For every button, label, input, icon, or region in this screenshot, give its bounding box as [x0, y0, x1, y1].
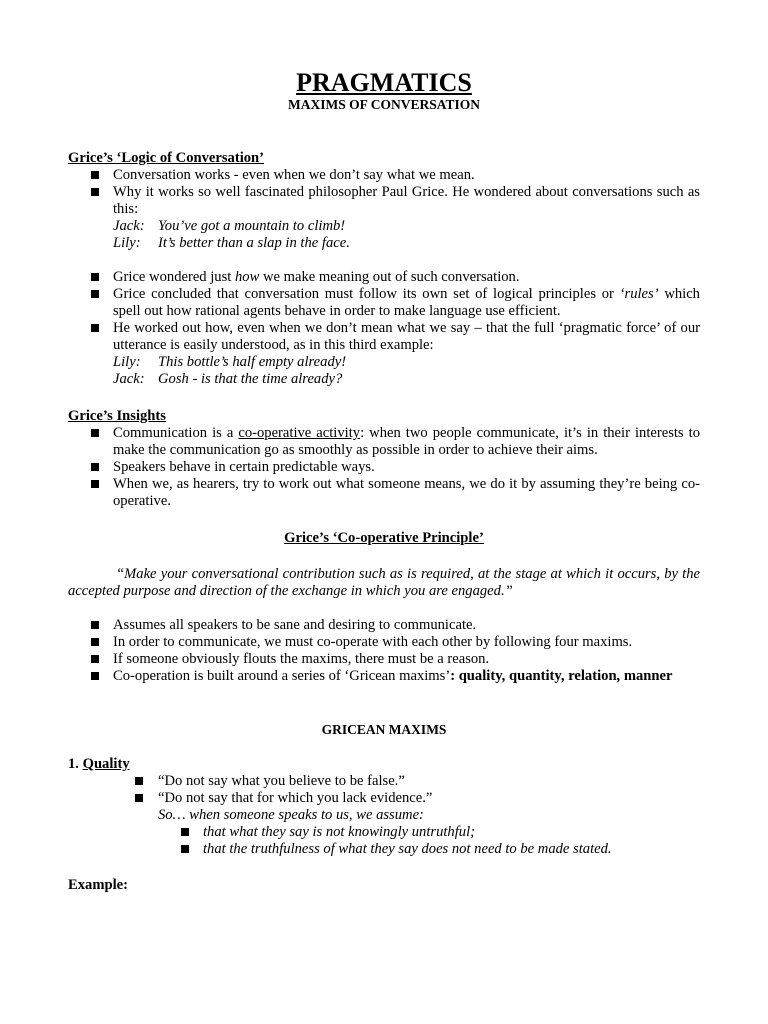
principle-heading: Grice’s ‘Co-operative Principle’	[284, 530, 484, 546]
bullet-list	[68, 425, 700, 510]
list-item: If someone obviously flouts the maxims, there must be a reason.	[68, 651, 700, 668]
text-run: which spell out how rational agents behave in order to make language use efficient.	[113, 286, 700, 319]
underlined-term: co-operative activity	[238, 425, 361, 441]
quality-heading	[68, 756, 700, 773]
dialogue-text: It’s better than a slap in the face.	[158, 235, 350, 251]
page-subtitle: MAXIMS OF CONVERSATION	[287, 97, 480, 112]
dialogue-text: Gosh - is that the time already?	[158, 371, 343, 387]
dialogue-line	[68, 235, 700, 252]
section-heading: Grice’s ‘Logic of Conversation’	[68, 150, 265, 166]
speaker-label: Lily:	[113, 235, 141, 251]
dialogue-line	[68, 371, 700, 388]
list-item	[68, 668, 700, 685]
list-item: “Do not say what you believe to be false.”	[68, 773, 700, 790]
text-run: we make meaning out of such conversation.	[259, 269, 520, 285]
dialogue-text: This bottle’s half empty already!	[158, 354, 347, 370]
bullet-list	[68, 773, 700, 807]
speaker-label: Lily:	[113, 354, 141, 370]
section-quality	[68, 756, 700, 858]
list-item: Why it works so well fascinated philosopher Paul Grice. He wondered about conversations such as this:	[68, 184, 700, 218]
text-run: Communication is a	[113, 425, 239, 441]
principle-quote: “Make your conversational contribution such as is required, at the stage at which it occurs, by the accepted purpose and direction of the exchange in which you are engaged.”	[68, 566, 700, 599]
dialogue-text: You’ve got a mountain to climb!	[158, 218, 346, 234]
text-run: Grice wondered just	[113, 269, 235, 285]
list-item	[68, 286, 700, 320]
section-principle	[68, 617, 700, 685]
speaker-label: Jack:	[113, 371, 145, 387]
speaker-label: Jack:	[113, 218, 145, 234]
list-item	[68, 269, 700, 286]
example-label: Example:	[68, 877, 128, 893]
list-item: In order to communicate, we must co-operate with each other by following four maxims.	[68, 634, 700, 651]
bullet-list	[68, 824, 700, 858]
emphasis: ‘rules’	[619, 286, 659, 302]
bullet-list	[68, 269, 700, 354]
maxim-names: : quality, quantity, relation, manner	[450, 668, 673, 684]
list-item: Assumes all speakers to be sane and desiring to communicate.	[68, 617, 700, 634]
list-item	[68, 425, 700, 459]
list-item: that what they say is not knowingly untruthful;	[68, 824, 700, 841]
text-run: Grice concluded that conversation must follow its own set of logical principles or	[113, 286, 620, 302]
text-run: – that the full ‘pragmatic force’ of our utterance is easily understood, as in this third example:	[113, 320, 701, 353]
text-run: Co-operation is built around a series of ‘Gricean maxims’	[113, 668, 451, 684]
section-logic-of-conversation	[68, 150, 700, 388]
section-insights	[68, 408, 700, 510]
maxim-label: Quality	[82, 756, 130, 772]
dialogue-line	[68, 218, 700, 235]
list-item	[68, 320, 700, 354]
list-item: that the truthfulness of what they say does not need to be made stated.	[68, 841, 700, 858]
list-item: Conversation works - even when we don’t say what we mean.	[68, 167, 700, 184]
emphasis: how	[234, 269, 260, 285]
list-item: Speakers behave in certain predictable ways.	[68, 459, 700, 476]
page-title: PRAGMATICS	[296, 68, 472, 97]
maxim-number: 1.	[68, 756, 83, 772]
assume-line: So… when someone speaks to us, we assume:	[158, 807, 424, 823]
bullet-list	[68, 167, 700, 218]
list-item: When we, as hearers, try to work out what someone means, we do it by assuming they’re being co-operative.	[68, 476, 700, 510]
text-run: He worked out how, even when we don’t mean what we say	[113, 320, 471, 336]
text-run: : when two people communicate, it’s in their interests to make the communication go as smoothly as possible in order to achieve their aims.	[113, 425, 700, 458]
list-item: “Do not say that for which you lack evidence.”	[68, 790, 700, 807]
section-heading: Grice’s Insights	[68, 408, 166, 424]
bullet-list	[68, 617, 700, 685]
dialogue-line	[68, 354, 700, 371]
maxims-heading: GRICEAN MAXIMS	[321, 722, 447, 737]
